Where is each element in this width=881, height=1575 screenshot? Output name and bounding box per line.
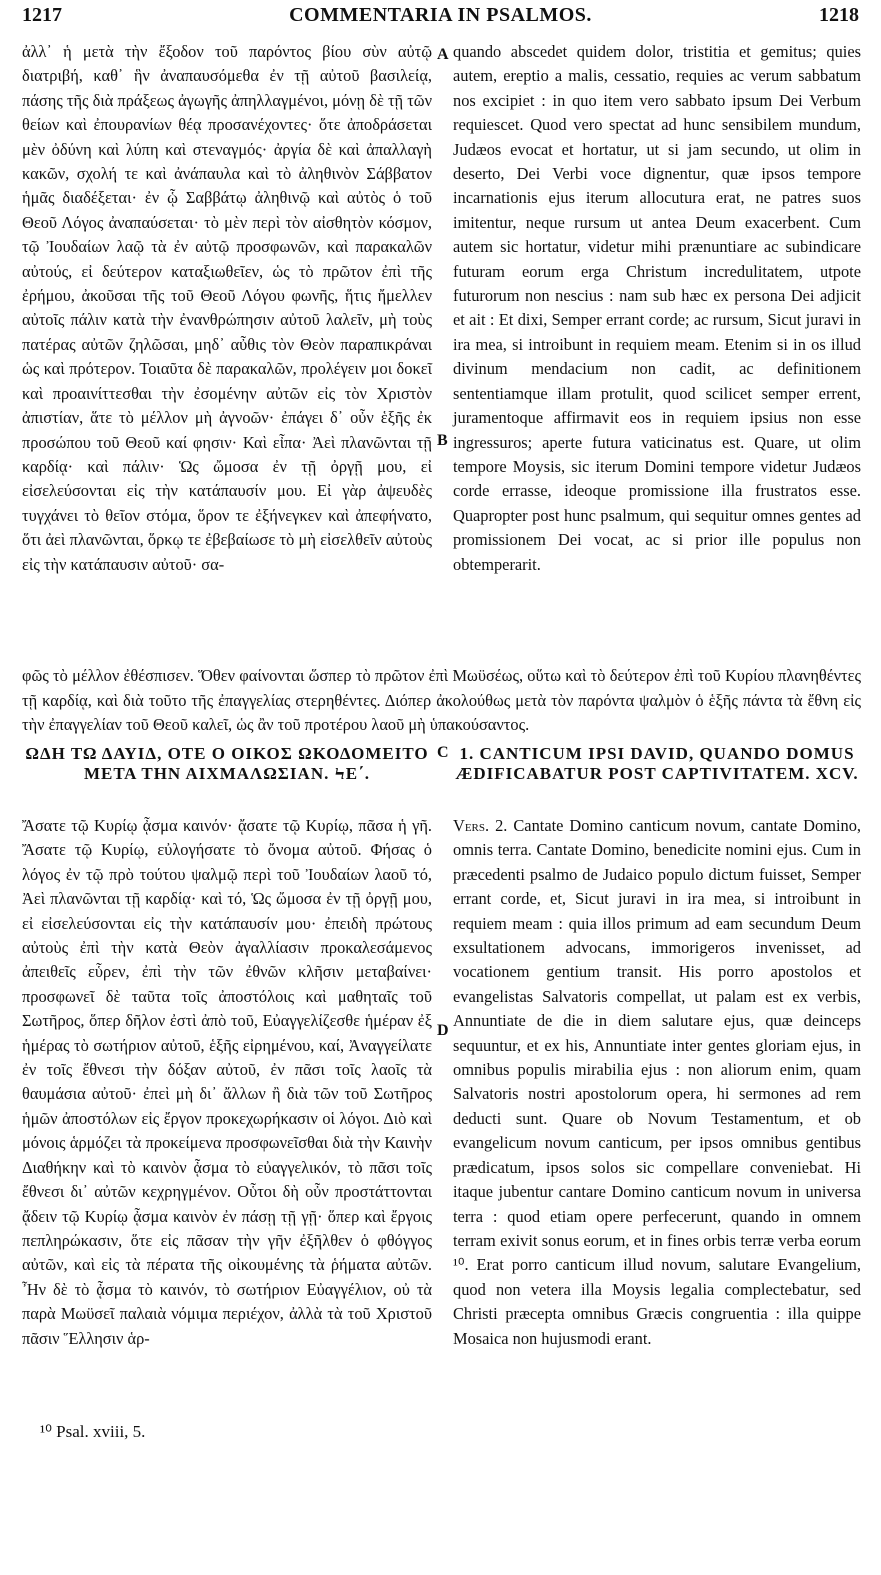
latin-text-top: quando abscedet quidem dolor, tristitia et gemitus; quies autem, ereptio a malis, cessatio, requies ac verum sabbatum nos excipiet : in quo item vero sabbato ipsum Dei Verbum requiescet. Quod vero spectat ad hunc sensibilem mundum, Judæos evocat et hortatur, ut si jam secundo, ut olim in deserto, Dei Verbi voce dignentur, quæ ipsos tempore incarnationis ejus iterum allocutura erat, ne patres suos imitentur, neque rursum ut antea Deum exacerbent. Cum autem sic hortatur, videtur mihi prænuntiare ac subindicare futuram eorum erga Christum incredulitatem, utpote futurorum non nescius : nam sub hæc ex persona Dei adjicit et ait : Et dixi, Semper errant corde; ac rursum, Sicut juravi in ira mea, si introibunt in requiem meam. Etenim si in os illud divinum mendacium non cadit, ac definitionem sententiamque illam protulit, quod scilicet semper errent, juramentoque affirmavit eos in requiem ipsius non esse ingressuros; aperte futura vaticinatus est. Quare, ut olim tempore Moysis, sic iterum Domini tempore videtur Judæos corde errasse, ideoque promissione illa frustratos esse. Quapropter post hunc psalmum, qui sequitur omnes gentes ad promissionem Dei vocat, ac si prior ille populus non obtemperarit.: [453, 42, 861, 574]
latin-text-bottom: Cantate Domino canticum novum, cantate Domino, omnis terra. Cantate Domino, benedicite nomini ejus. Cum in præcedenti psalmo de Judaico populo dictum fuisset, Semper errant corde, et, Sicut juravi in ira mea, si introibunt in requiem meam : quia illos primum ad eam secundum Deum exsultationem advocans, immorigeros invenisset, ad vocationem gentium transit. His porro apostolos et evangelistas Salvatoris compellat, ut palam est ex verbis, Annuntiate de die in diem salutare ejus, quæ deinceps sequuntur, et ex his, Annuntiate inter gentes gloriam ejus, in omnibus populis mirabilia ejus : non aliorum enim, quam Salvatoris nostri apostolorum opera, hi sermones ad rem deducti sunt. Quare ob Novum Testamentum, et ob evangelicum novum canticum, per ipsos omnibus gentibus prædicatum, ipsos solos sic compellare conveniebat. Hi itaque jubentur cantare Domino canticum novum in universa terra : quod etiam opere perfecerunt, quando in omnem terram exivit sonus eorum, et in fines orbis terræ verba eorum ¹⁰. Erat porro canticum illud novum, salutare Evangelium, quod non vetera illa Moysis legalia complectebatur, sed Christi præcepta omnibus Græcis congruentia : illa quippe Mosaica non hujusmodi erant.: [453, 816, 861, 1348]
footnote: ¹⁰ Psal. xviii, 5.: [40, 1422, 146, 1441]
running-header: [22, 4, 859, 32]
margin-marker-d: D: [437, 1022, 449, 1039]
latin-column-bottom: [453, 814, 861, 1351]
greek-column-top: [22, 40, 432, 577]
margin-marker-a: A: [437, 46, 449, 63]
page-number-right: 1218: [819, 4, 859, 26]
latin-title-line-2: ÆDIFICABATUR POST CAPTIVITATEM. XCV.: [455, 764, 859, 783]
verse-label: Vers. 2.: [453, 816, 508, 835]
greek-psalm-title: [22, 744, 432, 784]
running-title: COMMENTARIA IN PSALMOS.: [289, 4, 592, 26]
greek-column-bottom: [22, 814, 432, 1351]
latin-paragraph-bottom: [453, 814, 861, 1351]
margin-marker-b: B: [437, 432, 448, 449]
page-number-left: 1217: [22, 4, 62, 26]
greek-title-line-2: ΜΕΤΑ ΤΗΝ ΑΙΧΜΑΛΩΣΙΑΝ. ϞΕ΄.: [84, 764, 370, 783]
greek-text-bottom: Ἄσατε τῷ Κυρίῳ ᾆσμα καινόν· ᾄσατε τῷ Κυρίῳ, πᾶσα ἡ γῆ. Ἄσατε τῷ Κυρίῳ, εὐλογήσατε τὸ ὄνομα αὐτοῦ. Φήσας ὁ λόγος ἐν τῷ πρὸ τούτου ψαλμῷ περὶ τοῦ Ἰουδαίων λαοῦ τό, Ἀεὶ πλανῶνται τῇ καρδίᾳ· καὶ τό, Ὡς ὤμοσα ἐν τῇ ὀργῇ μου, εἰ εἰσελεύσονται εἰς τὴν κατάπαυσίν μου· ἐπειδὴ πρώτους αὐτοὺς ἐπὶ τὴν κατὰ Θεὸν ἀγαλλίασιν προκαλεσάμενος ἀπειθεῖς εὗρεν, ἐπὶ τὴν τῶν ἐθνῶν κλῆσιν μεταβαίνει· προσφωνεῖ δὲ ταῦτα τοῖς ἀποστόλοις καὶ μαθηταῖς τοῦ Σωτῆρος, ὅπερ δῆλον ἐστὶ ἀπὸ τοῦ, Εὐαγγελίζεσθε ἡμέραν ἐξ ἡμέρας τὸ σωτήριον αὐτοῦ, ἑξῆς εἰρημένου, καί, Ἀναγγείλατε ἐν τοῖς ἔθνεσι τὴν δόξαν αὐτοῦ, ἐν πᾶσι τοῖς λαοῖς τὰ θαυμάσια αὐτοῦ· ἐπεὶ μὴ δι᾽ ἄλλων ἢ διὰ τῶν τοῦ Σωτῆρος ἡμῶν ἀποστόλων εἰς ἔργον προκεχωρήκασιν οἱ λόγοι. Διὸ καὶ μόνοις ἁρμόζει τὰ προκείμενα προσφωνεῖσθαι διὰ τὴν Καινὴν Διαθήκην καὶ τὸ καινὸν ᾆσμα τὸ εὐαγγελικόν, τὸ πᾶσι τοῖς ἔθνεσι δι᾽ αὐτῶν κεχρηγμένον. Οὗτοι δὴ οὖν προστάττονται ᾄδειν τῷ Κυρίῳ ᾆσμα καινὸν ἐν πάσῃ τῇ γῇ· ὅπερ καὶ ἔργοις πεπληρώκασιν, ὅτε εἰς πᾶσαν τὴν γῆν ἐξῆλθεν ὁ φθόγγος αὐτῶν, καὶ εἰς τὰ πέρατα τῆς οἰκουμένης τὰ ῥήματα αὐτῶν. Ἦν δὲ τὸ ᾆσμα τὸ καινόν, τὸ σωτήριον Εὐαγγέλιον, οὐ τὰ παρὰ Μωϋσεῖ παλαιὰ νόμιμα περιέχον, ἀλλὰ τὰ τοῦ Χριστοῦ πᾶσιν Ἕλλησιν ἁρ-: [22, 816, 432, 1348]
greek-text-top: ἀλλ᾽ ἡ μετὰ τὴν ἔξοδον τοῦ παρόντος βίου σὺν αὐτῷ διατριβή, καθ᾽ ἣν ἀναπαυσόμεθα ἐν τῇ αὐτοῦ βασιλείᾳ, πάσης τῆς διὰ πράξεως ἀγωγῆς ἀπηλλαγμένοι, μόνῃ δὲ τῇ τῶν θείων καὶ ἐπουρανίων θέᾳ προσανέχοντες· ὅτε ἀποδράσεται μὲν ὀδύνη καὶ λύπη καὶ στεναγμός· ἀργία δὲ καὶ ἀπαλλαγὴ κακῶν, σχολή τε καὶ ἀνάπαυλα καὶ τὸ ἀληθινὸν Σάββατον ἡμᾶς διαδέξεται· ἐν ᾧ Σαββάτῳ ἀληθινῷ καὶ αὐτὸς ὁ τοῦ Θεοῦ Λόγος ἀναπαύσεται· τὸ μὲν περὶ τὸν αἰσθητὸν κόσμον, τῷ Ἰουδαίων λαῷ τὰ ἐν αὐτῷ προσφωνῶν, καὶ παρακαλῶν αὐτούς, εἰ δεύτερον καταξιωθεῖεν, ὡς τὸ πρῶτον ἐπὶ τῆς ἐρήμου, ἀκοῦσαι τῆς τοῦ Θεοῦ Λόγου φωνῆς, ἥτις ἤμελλεν αὐτοῖς πάλιν κατὰ τὴν ἐνανθρώπησιν αὐτοῦ λαλεῖν, μὴ τοὺς πατέρας αὐτῶν ζηλῶσαι, μηδ᾽ αὖθις τὸν Θεὸν παραπικράναι ὡς καὶ πρότερον. Τοιαῦτα δὲ παρακαλῶν, προλέγειν μοι δοκεῖ καὶ προαινίττεσθαι τὴν ἐσομένην αὐτῶν εἰς τὸν Χριστὸν ἀπιστίαν, ἅτε τὸ μέλλον μὴ ἀγνοῶν· ἐπάγει δ᾽ οὖν ἑξῆς ἐκ προσώπου τοῦ Θεοῦ καί φησιν· Καὶ εἶπα· Ἀεὶ πλανῶνται τῇ καρδίᾳ· καὶ πάλιν· Ὡς ὤμοσα ἐν τῇ ὀργῇ μου, εἰ εἰσελεύσονται εἰς τὴν κατάπαυσίν μου. Εἰ γὰρ ἀψευδὲς τυγχάνει τὸ θεῖον στόμα, ὅρον τε ἐξήνεγκεν καὶ ἀπεφήνατο, ὅτι ἀεὶ πλανῶνται, ὅρκῳ τε ἐβεβαίωσε τὸ μὴ εἰσελθεῖν αὐτοὺς εἰς τὴν κατάπαυσιν αὐτοῦ· σα-: [22, 42, 432, 574]
margin-marker-c: C: [437, 744, 449, 761]
latin-column-top: [453, 40, 861, 577]
latin-psalm-title: [453, 744, 861, 784]
full-width-paragraph: [22, 648, 861, 754]
greek-title-line-1: ΩΔΗ ΤΩ ΔΑΥΙΔ, ΟΤΕ Ο ΟΙΚΟΣ ΩΚΟΔΟΜΕΙΤΟ: [25, 744, 429, 763]
latin-title-line-1: 1. CANTICUM IPSI DAVID, QUANDO DOMUS: [459, 744, 855, 763]
full-width-text: φῶς τὸ μέλλον ἐθέσπισεν. Ὅθεν φαίνονται ὥσπερ τὸ πρῶτον ἐπὶ Μωϋσέως, οὕτω καὶ τὸ δεύτερον ἐπὶ τοῦ Κυρίου πλανηθέντες τῇ καρδίᾳ, καὶ διὰ τοῦτο τῆς ἐπαγγελίας στερηθέντες. Διόπερ ἀκολούθως μετὰ τὸν παρόντα ψαλμὸν ὁ ἑξῆς πάντα τὰ ἔθνη εἰς τὴν ἐπαγγελίαν τοῦ Θεοῦ καλεῖ, ὡς ἂν τοῦ προτέρου λαοῦ μὴ ὑπακούσαντος.: [22, 666, 861, 735]
